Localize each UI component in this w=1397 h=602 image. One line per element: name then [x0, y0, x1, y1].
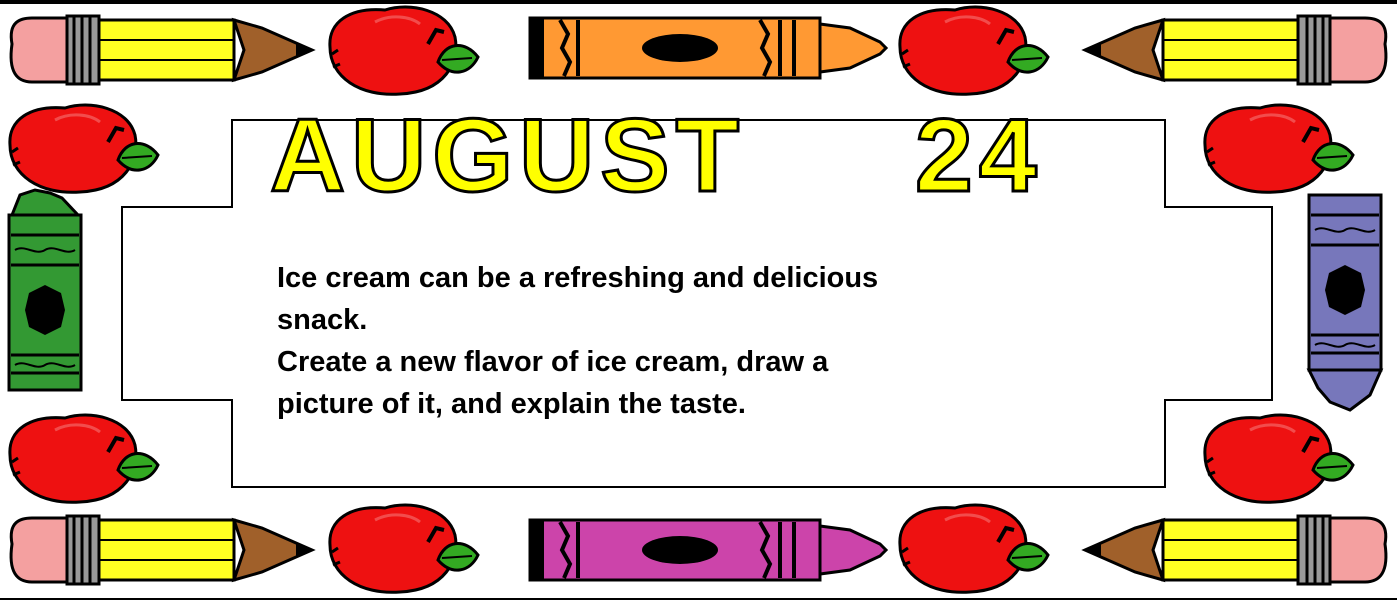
prompt-line: Ice cream can be a refreshing and delicious — [277, 262, 879, 294]
blue-crayon-tip-icon — [1309, 370, 1381, 410]
title-month: AUGUST — [270, 98, 746, 214]
apple-icon — [330, 505, 478, 592]
prompt-line: Create a new flavor of ice cream, draw a — [277, 346, 829, 378]
apple-icon — [900, 7, 1048, 94]
apple-icon — [1205, 415, 1353, 502]
apple-icon — [1205, 105, 1353, 192]
prompt-line: snack. — [277, 304, 368, 336]
apple-icon — [900, 505, 1048, 592]
orange-crayon-icon — [530, 18, 886, 78]
pencil-icon — [11, 516, 312, 584]
apple-icon — [10, 415, 158, 502]
pencil-icon — [1085, 516, 1386, 584]
writing-prompt — [277, 257, 1097, 425]
apple-icon — [330, 7, 478, 94]
blue-crayon-icon — [1309, 195, 1381, 370]
pencil-icon — [11, 16, 312, 84]
pencil-icon — [1085, 16, 1386, 84]
title-day: 24 — [915, 98, 1043, 214]
prompt-line: picture of it, and explain the taste. — [277, 388, 746, 420]
green-crayon-icon — [9, 215, 81, 390]
purple-crayon-icon — [530, 520, 886, 580]
apple-icon — [10, 105, 158, 192]
